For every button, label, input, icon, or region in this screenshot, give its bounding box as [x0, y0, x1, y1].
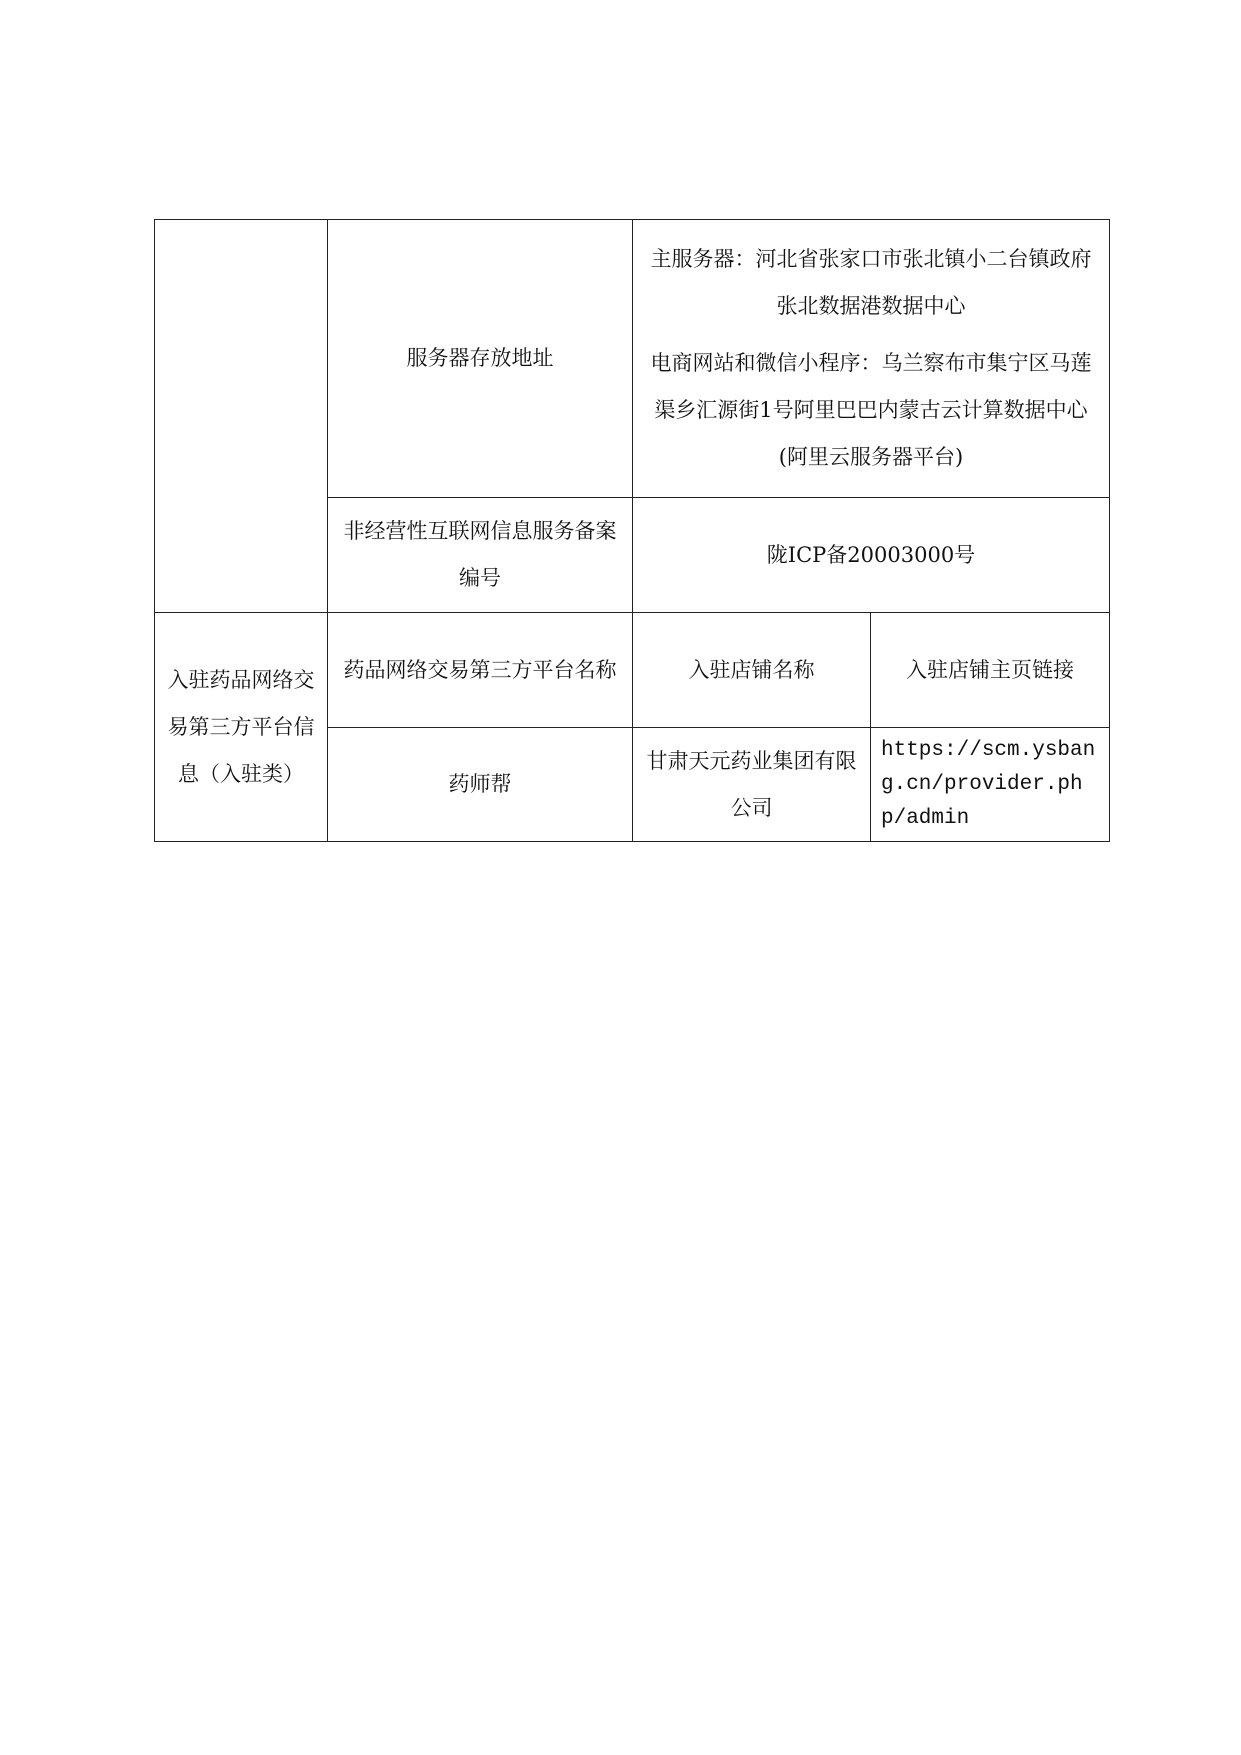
store-name: 甘肃天元药业集团有限公司: [633, 728, 871, 842]
store-name-header: 入驻店铺名称: [633, 613, 871, 728]
platform-name: 药师帮: [328, 728, 633, 842]
platform-name-header: 药品网络交易第三方平台名称: [328, 613, 633, 728]
store-link[interactable]: https://scm.ysbang.cn/provider.php/admin: [871, 728, 1110, 842]
empty-cell: [155, 220, 328, 613]
ecom-server-address: 电商网站和微信小程序：乌兰察布市集宁区马莲渠乡汇源街1号阿里巴巴内蒙古云计算数据中心(阿里云服务器平台): [650, 351, 1092, 469]
server-address-label: 服务器存放地址: [328, 220, 633, 498]
server-address-value: [633, 220, 1110, 498]
store-link-header: 入驻店铺主页链接: [871, 613, 1110, 728]
icp-value: 陇ICP备20003000号: [633, 498, 1110, 613]
section-label: 入驻药品网络交易第三方平台信息（入驻类）: [155, 613, 328, 842]
main-server-address: 主服务器：河北省张家口市张北镇小二台镇政府张北数据港数据中心: [650, 247, 1092, 318]
info-table: [154, 219, 1110, 842]
icp-label: 非经营性互联网信息服务备案编号: [328, 498, 633, 613]
